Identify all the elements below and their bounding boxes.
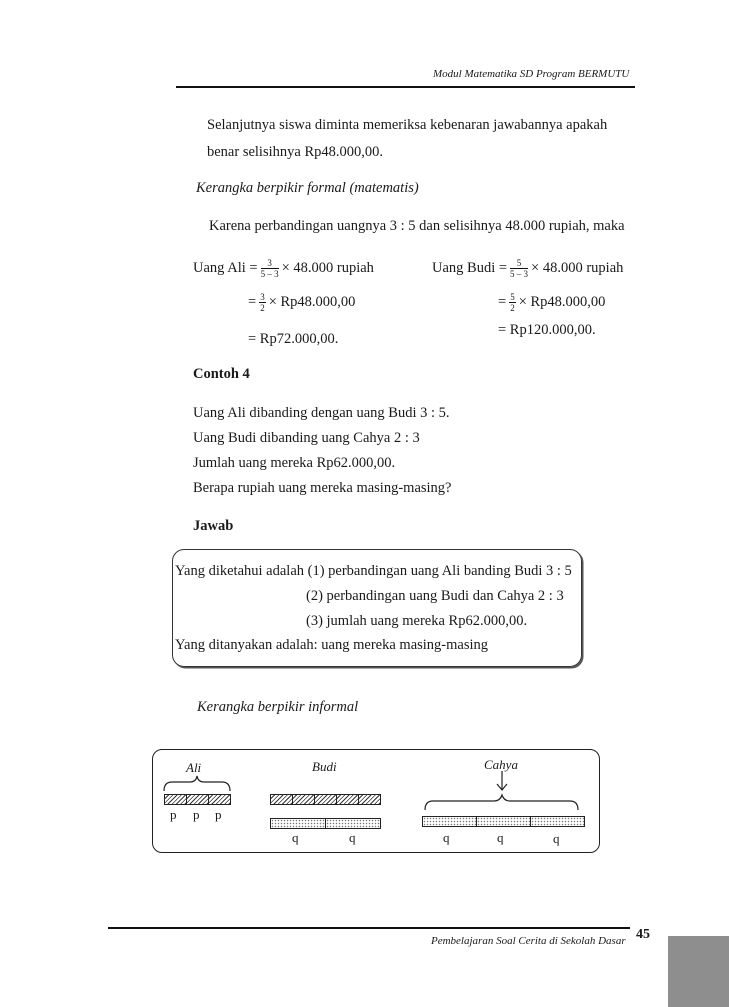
known-line-1: Yang diketahui adalah (1) perbandingan uang Ali banding Budi 3 : 5 bbox=[175, 563, 572, 579]
informal-heading: Kerangka berpikir informal bbox=[197, 699, 359, 715]
cahya-unit-label: q bbox=[553, 831, 560, 846]
budi-bottom-segment bbox=[325, 818, 381, 829]
ali-frac-num: 3 bbox=[261, 258, 279, 269]
asked-line: Yang ditanyakan adalah: uang mereka masing-masing bbox=[175, 637, 489, 653]
footer-title: Pembelajaran Soal Cerita di Sekolah Dasar bbox=[431, 935, 626, 947]
known-line-3: (3) jumlah uang mereka Rp62.000,00. bbox=[306, 613, 528, 629]
ali-step-fraction bbox=[259, 292, 266, 313]
known-line-2: (2) perbandingan uang Budi dan Cahya 2 : 3 bbox=[306, 588, 564, 604]
ali-frac-den: 5 – 3 bbox=[260, 269, 279, 279]
budi-step-rest: × Rp48.000,00 bbox=[518, 293, 606, 310]
ali-segment bbox=[208, 794, 231, 805]
cahya-bar bbox=[422, 816, 584, 827]
budi-frac-num: 5 bbox=[510, 258, 528, 269]
cahya-label-diagram: Cahya bbox=[484, 757, 518, 772]
ali-unit-label: p bbox=[215, 807, 222, 822]
answer-title: Jawab bbox=[193, 518, 234, 534]
ali-result: = Rp72.000,00. bbox=[248, 331, 339, 347]
ali-segment bbox=[164, 794, 187, 805]
budi-label: Uang Budi = bbox=[432, 259, 508, 276]
budi-unit-label: q bbox=[349, 830, 356, 845]
ali-step-eq: = bbox=[248, 293, 257, 310]
ali-equation bbox=[193, 258, 374, 279]
budi-rest: × 48.000 rupiah bbox=[531, 259, 624, 276]
footer-rule bbox=[108, 927, 630, 929]
cahya-segment bbox=[476, 816, 531, 827]
ali-unit-label: p bbox=[193, 807, 200, 822]
ali-step-den: 2 bbox=[260, 303, 265, 313]
budi-unit-label: q bbox=[292, 830, 299, 845]
budi-bottom-segment bbox=[270, 818, 326, 829]
budi-step-eq: = bbox=[498, 293, 507, 310]
header-rule bbox=[176, 86, 635, 88]
budi-result: = Rp120.000,00. bbox=[498, 322, 596, 338]
formal-heading: Kerangka berpikir formal (matematis) bbox=[196, 180, 419, 196]
example-line: Uang Ali dibanding dengan uang Budi 3 : 5. bbox=[193, 405, 450, 421]
ali-unit-label: p bbox=[170, 807, 177, 822]
ali-step-rest: × Rp48.000,00 bbox=[268, 293, 356, 310]
header-title: Modul Matematika SD Program BERMUTU bbox=[433, 68, 630, 80]
budi-top-segment bbox=[336, 794, 359, 805]
ali-rest: × 48.000 rupiah bbox=[281, 259, 374, 276]
example-title: Contoh 4 bbox=[193, 366, 250, 382]
formal-premise: Karena perbandingan uangnya 3 : 5 dan selisihnya 48.000 rupiah, maka bbox=[209, 218, 625, 234]
example-line: Berapa rupiah uang mereka masing-masing? bbox=[193, 480, 452, 496]
ali-step bbox=[248, 292, 355, 313]
budi-equation bbox=[432, 258, 623, 279]
budi-top-bar bbox=[270, 794, 380, 805]
cahya-segment bbox=[530, 816, 585, 827]
budi-frac-den: 5 – 3 bbox=[510, 269, 529, 279]
example-line: Uang Budi dibanding uang Cahya 2 : 3 bbox=[193, 430, 420, 446]
cahya-unit-label: q bbox=[497, 830, 504, 845]
cahya-unit-label: q bbox=[443, 830, 450, 845]
budi-top-segment bbox=[292, 794, 315, 805]
budi-top-segment bbox=[270, 794, 293, 805]
page-number: 45 bbox=[636, 927, 650, 942]
ali-label: Uang Ali = bbox=[193, 259, 258, 276]
ali-segment bbox=[186, 794, 209, 805]
budi-step-fraction bbox=[509, 292, 516, 313]
budi-step bbox=[498, 292, 605, 313]
budi-top-segment bbox=[314, 794, 337, 805]
budi-fraction bbox=[510, 258, 528, 279]
ali-fraction bbox=[261, 258, 279, 279]
intro-line-1: Selanjutnya siswa diminta memeriksa kebenaran jawabannya apakah bbox=[207, 117, 608, 133]
budi-step-num: 5 bbox=[510, 292, 515, 302]
budi-label-diagram: Budi bbox=[312, 759, 337, 774]
budi-bottom-bar bbox=[270, 818, 380, 829]
budi-top-segment bbox=[358, 794, 381, 805]
ali-bar bbox=[164, 794, 230, 805]
intro-line-2: benar selisihnya Rp48.000,00. bbox=[207, 144, 383, 160]
example-line: Jumlah uang mereka Rp62.000,00. bbox=[193, 455, 396, 471]
budi-step-den: 2 bbox=[510, 303, 515, 313]
ali-step-num: 3 bbox=[260, 292, 265, 302]
cahya-segment bbox=[422, 816, 477, 827]
page-tab bbox=[668, 936, 729, 1007]
ali-label-diagram: Ali bbox=[186, 760, 202, 775]
